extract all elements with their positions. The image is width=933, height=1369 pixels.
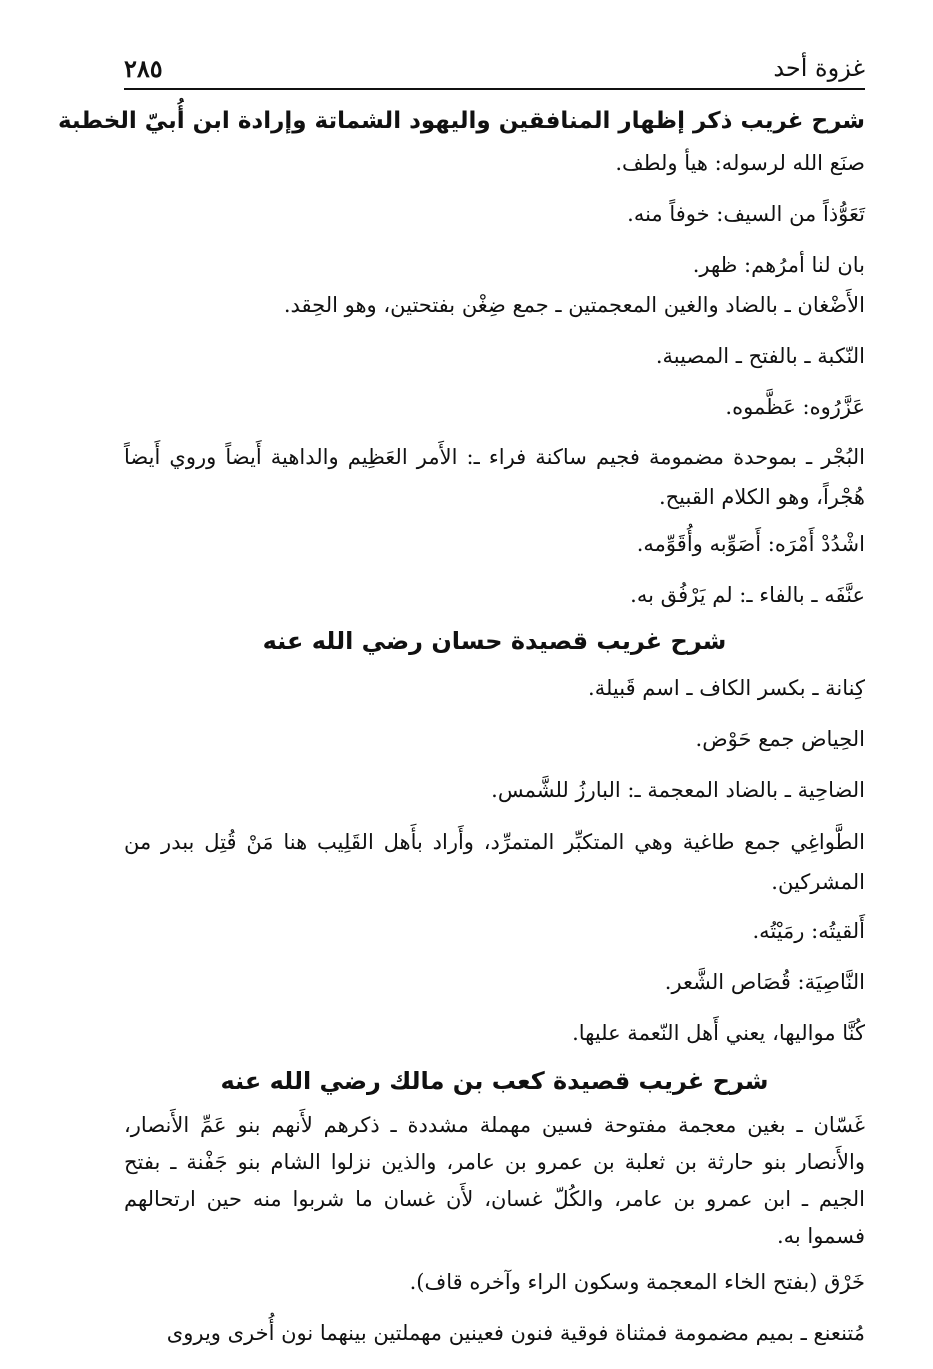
gloss-entry: عنَّفَه ـ بالفاء ـ: لم يَرْفُق به. bbox=[630, 583, 865, 607]
gloss-entry: النّكبة ـ بالفتح ـ المصيبة. bbox=[655, 344, 865, 368]
gloss-entry: مُتنعنع ـ بميم مضمومة فمثناة فوقية فنون فعينين مهملتين بينهما نون أُخرى ويروى bbox=[166, 1321, 865, 1345]
gloss-entry: النَّاصِيَة: قُصَاص الشَّعر. bbox=[664, 970, 865, 994]
page-header bbox=[124, 48, 865, 90]
page-body bbox=[57, 100, 865, 1369]
gloss-entry: كِنانة ـ بكسر الكاف ـ اسم قَبيلة. bbox=[588, 676, 865, 700]
gloss-entry: اشْدُدْ أَمْرَه: أَصَوِّبه وأُقَوِّمه. bbox=[636, 532, 865, 556]
gloss-entry: تَعَوُّذاً من السيف: خوفاً منه. bbox=[627, 202, 865, 226]
gloss-entry: الحِياض جمع حَوْض. bbox=[695, 727, 865, 751]
gloss-entry: كُنَّا مواليها، يعني أَهل النّعمة عليها. bbox=[572, 1021, 865, 1045]
gloss-entry: بان لنا أمرُهم: ظهر. bbox=[692, 253, 865, 277]
gloss-entry: عَزَّرُوه: عَظَّموه. bbox=[725, 395, 865, 419]
gloss-entry: غَسّان ـ بغين معجمة مفتوحة فسين مهملة مشددة ـ ذكرهم لأَنهم بنو عَمِّ الأَنصار، والأَنصار بنو حارثة بن ثعلبة بن عمرو بن عامر، والذين نزلوا الشام بنو جَفْنة ـ بفتح الجيم ـ ابن عمرو بن عامر، والكُلّ غسان، لأَن غسان ما شربوا منه حين ارتحالهم فسموا به. bbox=[124, 1113, 865, 1248]
gloss-entry: خَرْق (بفتح الخاء المعجمة وسكون الراء وآخره قاف). bbox=[409, 1270, 865, 1294]
gloss-entry: أَلقيتُه: رمَيْتُه. bbox=[752, 919, 865, 943]
gloss-entry: الضاحِية ـ بالضاد المعجمة ـ: البارزُ للشَّمس. bbox=[491, 778, 865, 802]
gloss-entry: الأَضْغان ـ بالضاد والغين المعجمتين ـ جمع ضِغْن بفتحتين، وهو الحِقد. bbox=[283, 293, 865, 317]
running-title: غزوة أحد bbox=[773, 54, 865, 82]
page-number: ٢٨٥ bbox=[124, 53, 163, 83]
gloss-entry: صنَع الله لرسوله: هيأ ولطف. bbox=[615, 151, 865, 175]
gloss-entry: البُجْر ـ بموحدة مضمومة فجيم ساكنة فراء ـ: الأَمر العَظِيم والداهية أَيضاً وروي أَيضاً هُجْراً، وهو الكلام القبيح. bbox=[124, 445, 865, 509]
section-heading: شرح غريب قصيدة حسان رضي الله عنه bbox=[262, 627, 727, 655]
section-heading: شرح غريب ذكر إظهار المنافقين واليهود الشماتة وإرادة ابن أُبيّ الخطبة bbox=[57, 108, 865, 134]
gloss-entry: الطَّواغِي جمع طاغية وهي المتكبِّر المتمرِّد، وأَراد بأَهل القَلِيب هنا مَنْ قُتِل ببدر من المشركين. bbox=[124, 830, 865, 894]
section-heading: شرح غريب قصيدة كعب بن مالك رضي الله عنه bbox=[220, 1067, 769, 1095]
